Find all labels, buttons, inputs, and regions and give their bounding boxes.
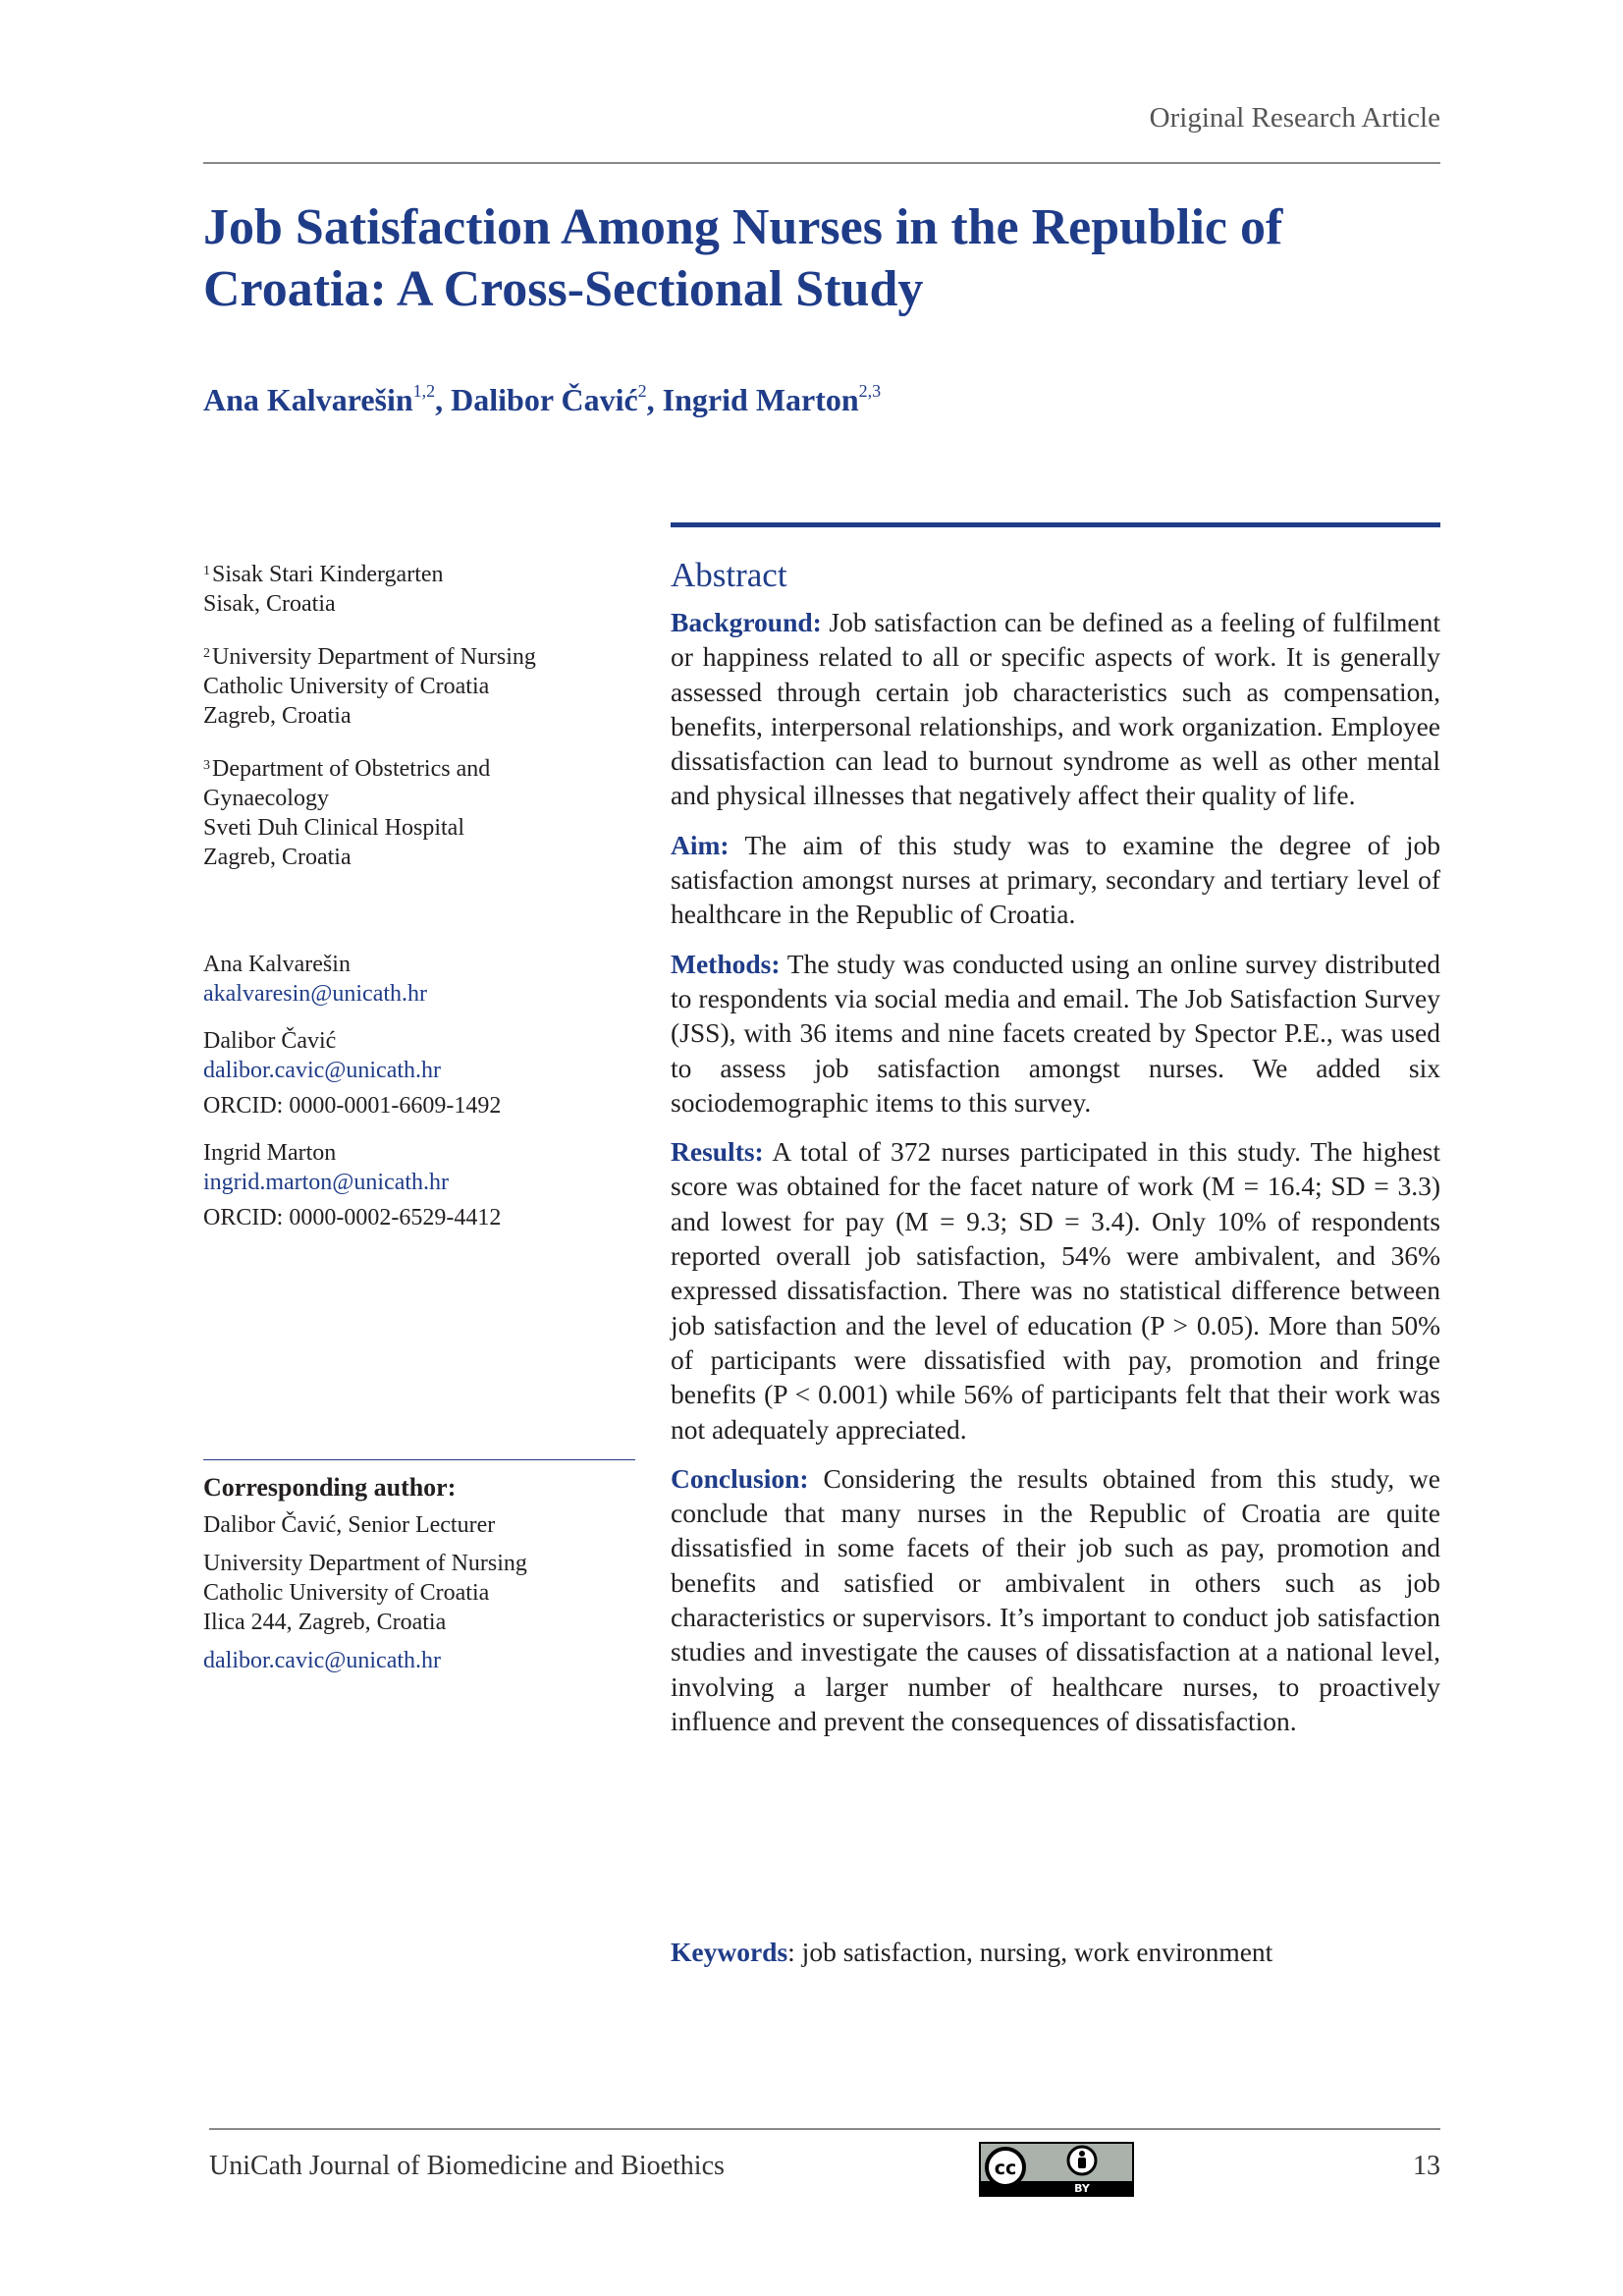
contact-email-link[interactable]: akalvaresin@unicath.hr — [203, 981, 428, 1007]
author-name: Dalibor Čavić — [451, 382, 638, 417]
author-contact — [203, 1138, 635, 1232]
section-label: Methods: — [671, 948, 781, 979]
affiliation-line: University Department of Nursing — [212, 644, 536, 670]
section-text: Considering the results obtained from this study, we conclude that many nurses in the Republic of Croatia are quite dissatisfied in some facets of their job such as pay, promotion and benefits and satisfied or ambivalent in others such as job characteristics or supervisors. It’s important to conduct job satisfaction studies and investigate the causes of dissatisfaction at a national level, involving a larger number of healthcare nurses, to proactively influence and prevent the consequences of dissatisfaction. — [671, 1462, 1440, 1736]
author-separator: , — [646, 382, 663, 417]
cc-by-license-badge[interactable] — [979, 2142, 1134, 2197]
keywords-text: : job satisfaction, nursing, work environment — [787, 1937, 1273, 1967]
contact-name: Ana Kalvarešin — [203, 952, 351, 977]
author-affiliation-ref: 2,3 — [858, 381, 882, 401]
cc-icon — [987, 2149, 1024, 2186]
author-name: Ana Kalvarešin — [203, 382, 413, 417]
affiliation-line: Catholic University of Croatia — [203, 674, 490, 699]
corresponding-heading: Corresponding author: — [203, 1473, 457, 1502]
author-name: Ingrid Marton — [662, 382, 859, 417]
contact-name: Ingrid Marton — [203, 1140, 337, 1166]
author-contacts — [203, 950, 635, 1250]
by-label: BY — [1074, 2182, 1090, 2195]
header-divider — [203, 162, 1440, 164]
footer-divider — [209, 2128, 1440, 2130]
section-label: Conclusion: — [671, 1462, 809, 1494]
affiliation-line: Sisak, Croatia — [203, 591, 336, 617]
section-text: The study was conducted using an online survey distributed to respondents via social media and email. The Job Satisfaction Survey (JSS), with 36 items and nine facets created by Spector P.E., was used to assess job satisfaction amongst nurses. We added six sociodemographic items to this survey. — [671, 948, 1440, 1118]
keywords — [671, 1937, 1272, 1968]
corresponding-address-line: Ilica 244, Zagreb, Croatia — [203, 1610, 447, 1635]
abstract-results — [671, 1134, 1440, 1447]
abstract-background — [671, 605, 1440, 813]
affiliation — [203, 557, 635, 619]
section-label: Background: — [671, 607, 822, 637]
author-contact — [203, 950, 635, 1009]
by-person-icon — [1068, 2147, 1096, 2174]
corresponding-address-line: University Department of Nursing — [203, 1551, 527, 1576]
abstract-aim — [671, 828, 1440, 932]
affiliation-line: Sisak Stari Kindergarten — [212, 562, 444, 587]
corresponding-author-block — [203, 1473, 655, 1675]
section-label: Aim: — [671, 829, 730, 860]
affiliation-number: 3 — [203, 758, 210, 773]
abstract-methods — [671, 947, 1440, 1120]
article-title: Job Satisfaction Among Nurses in the Republic of Croatia: A Cross-Sectional Study — [203, 199, 1283, 317]
author-separator: , — [435, 382, 452, 417]
affiliation-line: Sveti Duh Clinical Hospital — [203, 815, 464, 841]
abstract-top-rule — [671, 522, 1440, 527]
author-contact — [203, 1026, 635, 1121]
corresponding-email-link[interactable]: dalibor.cavic@unicath.hr — [203, 1648, 442, 1673]
contact-name: Dalibor Čavić — [203, 1028, 337, 1054]
contact-orcid: ORCID: 0000-0002-6529-4412 — [203, 1205, 502, 1230]
section-text: A total of 372 nurses participated in this study. The highest score was obtained for the facet nature of work (M = 16.4; SD = 3.3) and lowest for pay (M = 9.3; SD = 3.4). Only 10% of respondents reported overall job satisfaction, 54% were ambivalent, and 36% expressed dissatisfaction. There was no statistical difference between job satisfaction and the level of education (P > 0.05). More than 50% of participants were dissatisfied with pay, promotion and fringe benefits (P < 0.001) while 56% of participants felt that their work was not adequately appreciated. — [671, 1136, 1441, 1445]
section-text: The aim of this study was to examine the degree of job satisfaction amongst nurses at primary, secondary and tertiary level of healthcare in the Republic of Croatia. — [671, 829, 1440, 930]
affiliation-line: Department of Obstetrics and — [212, 756, 491, 782]
abstract — [671, 556, 1440, 1753]
contact-email-link[interactable]: ingrid.marton@unicath.hr — [203, 1170, 450, 1195]
corresponding-address-line: Catholic University of Croatia — [203, 1580, 490, 1606]
cc-by-badge-graphic — [981, 2144, 1132, 2195]
section-text: Job satisfaction can be defined as a feeling of fulfilment or happiness related to all or specific aspects of work. It is generally assessed through certain job characteristics such as compensation, benefits, interpersonal relationships, and work organization. Employee dissatisfaction can lead to burnout syndrome as well as other mental and physical illnesses that negatively affect their quality of life. — [671, 607, 1440, 811]
affiliation — [203, 751, 635, 872]
contact-orcid: ORCID: 0000-0001-6609-1492 — [203, 1093, 502, 1119]
affiliation — [203, 639, 635, 731]
corresponding-divider — [203, 1459, 635, 1460]
svg-text:cc: cc — [994, 2158, 1017, 2179]
corresponding-name: Dalibor Čavić, Senior Lecturer — [203, 1512, 496, 1538]
page-number: 13 — [1413, 2151, 1440, 2181]
abstract-conclusion — [671, 1461, 1440, 1738]
journal-name: UniCath Journal of Biomedicine and Bioethics — [209, 2151, 725, 2181]
article-type-label: Original Research Article — [1149, 102, 1440, 134]
keywords-label: Keywords — [671, 1937, 788, 1967]
section-label: Results: — [671, 1136, 764, 1168]
affiliation-line: Zagreb, Croatia — [203, 703, 352, 729]
affiliation-number: 1 — [203, 564, 210, 578]
affiliation-line: Gynaecology — [203, 786, 329, 811]
abstract-heading: Abstract — [671, 556, 787, 594]
affiliation-number: 2 — [203, 646, 210, 661]
affiliations — [203, 557, 635, 893]
author-list — [203, 381, 881, 418]
author-affiliation-ref: 2 — [637, 381, 647, 401]
author-affiliation-ref: 1,2 — [412, 381, 436, 401]
contact-email-link[interactable]: dalibor.cavic@unicath.hr — [203, 1058, 442, 1083]
affiliation-line: Zagreb, Croatia — [203, 845, 352, 870]
